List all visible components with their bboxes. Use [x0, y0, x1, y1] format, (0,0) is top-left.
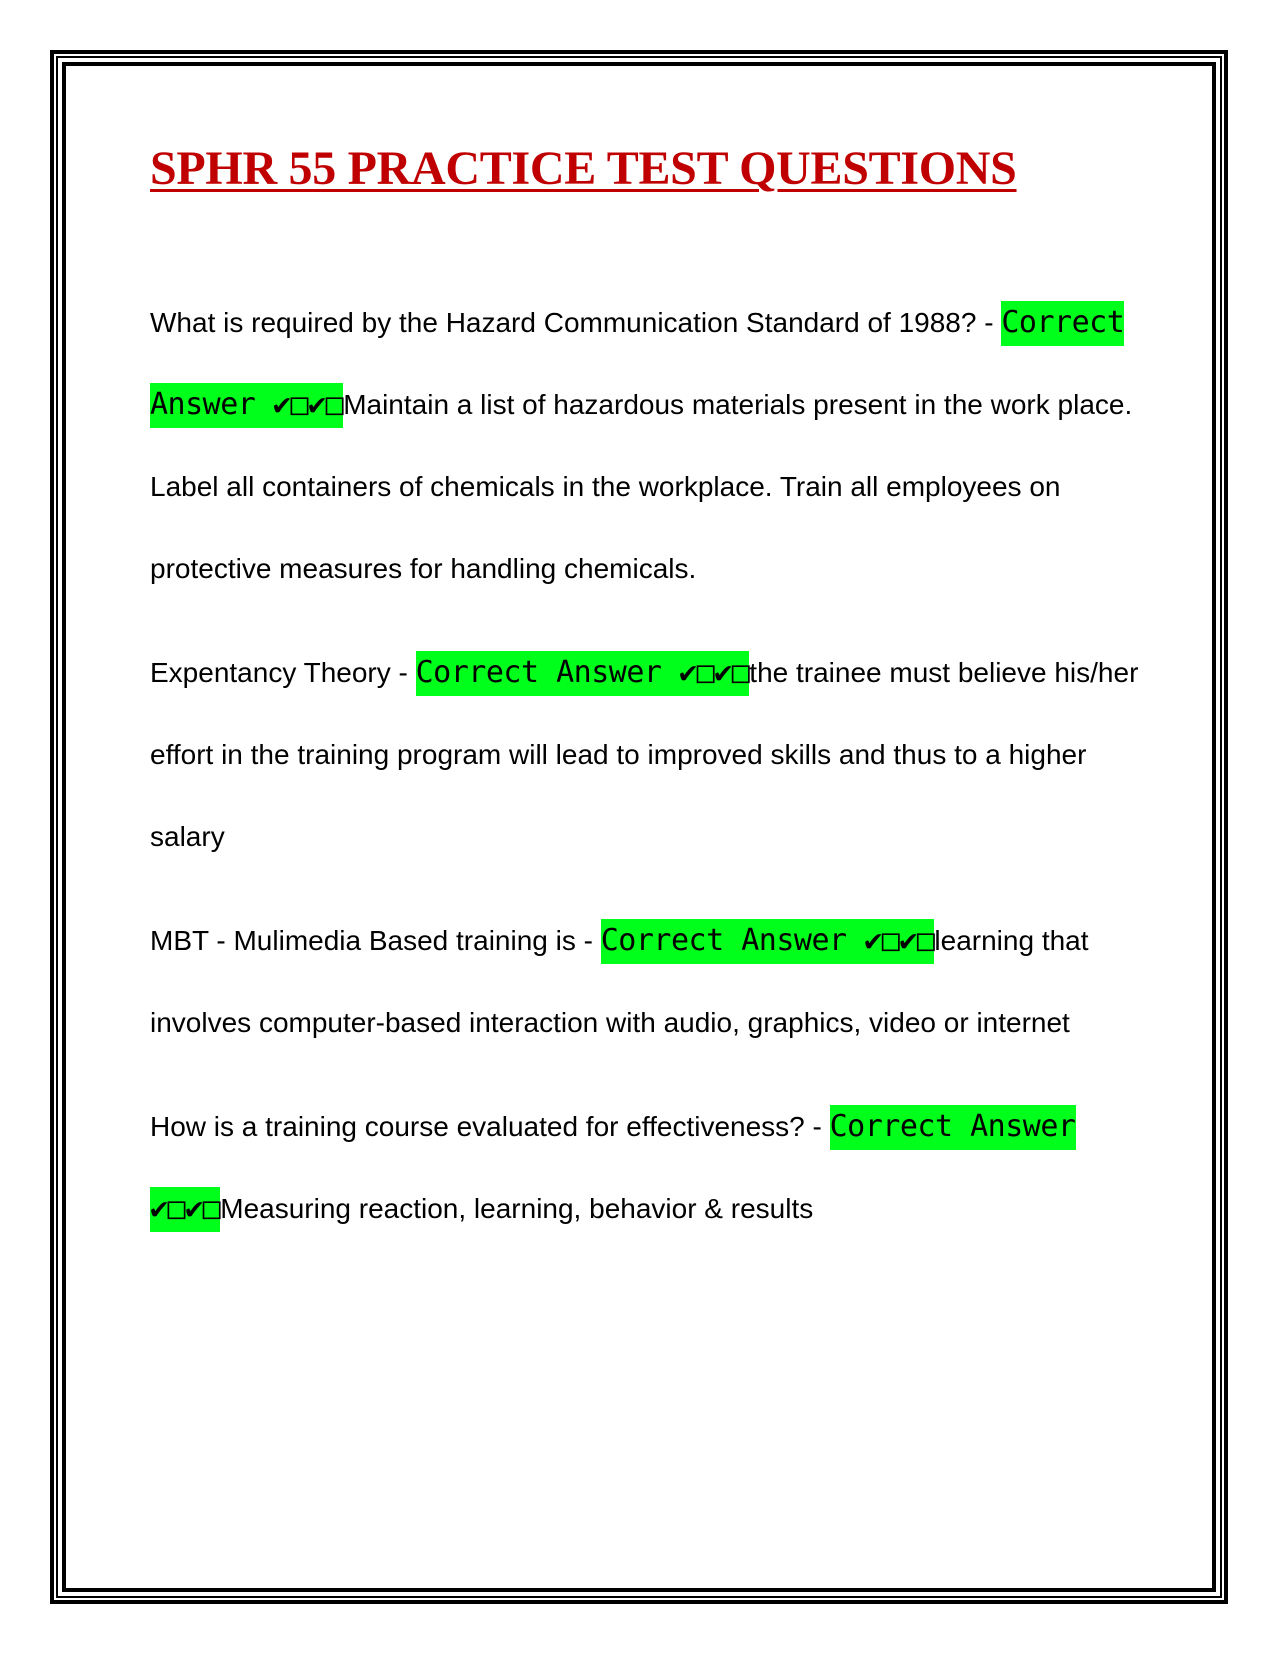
correct-answer-marker: Correct Answer ✔□✔□: [416, 651, 750, 696]
answer-text: Maintain a list of hazardous materials present in the work place. Label all containers of chemicals in the workplace. Train all employees on protective measures for handling chemicals.: [150, 388, 1133, 584]
document-title: SPHR 55 PRACTICE TEST QUESTIONS: [150, 142, 1017, 195]
question-text: What is required by the Hazard Communication Standard of 1988? -: [150, 306, 1002, 338]
correct-answer-marker: Correct Answer ✔□✔□: [601, 919, 935, 964]
question-list: [150, 282, 1140, 1250]
question-text: Expentancy Theory -: [150, 656, 416, 688]
qa-item: [150, 282, 1140, 610]
answer-text: the trainee must believe his/her effort in the training program will lead to improved skills and thus to a higher salary: [150, 656, 1139, 852]
correct-answer-marker: Correct Answer ✔□✔□: [150, 1105, 1076, 1232]
qa-item: [150, 900, 1140, 1064]
correct-answer-marker: Correct Answer ✔□✔□: [150, 301, 1124, 428]
question-text: MBT - Mulimedia Based training is -: [150, 924, 601, 956]
answer-text: learning that involves computer-based interaction with audio, graphics, video or internet: [150, 924, 1089, 1038]
question-text: How is a training course evaluated for effectiveness? -: [150, 1110, 830, 1142]
qa-item: [150, 1086, 1140, 1250]
qa-item: [150, 632, 1140, 878]
answer-text: Measuring reaction, learning, behavior & results: [220, 1192, 814, 1224]
document-body: [150, 140, 1140, 1272]
